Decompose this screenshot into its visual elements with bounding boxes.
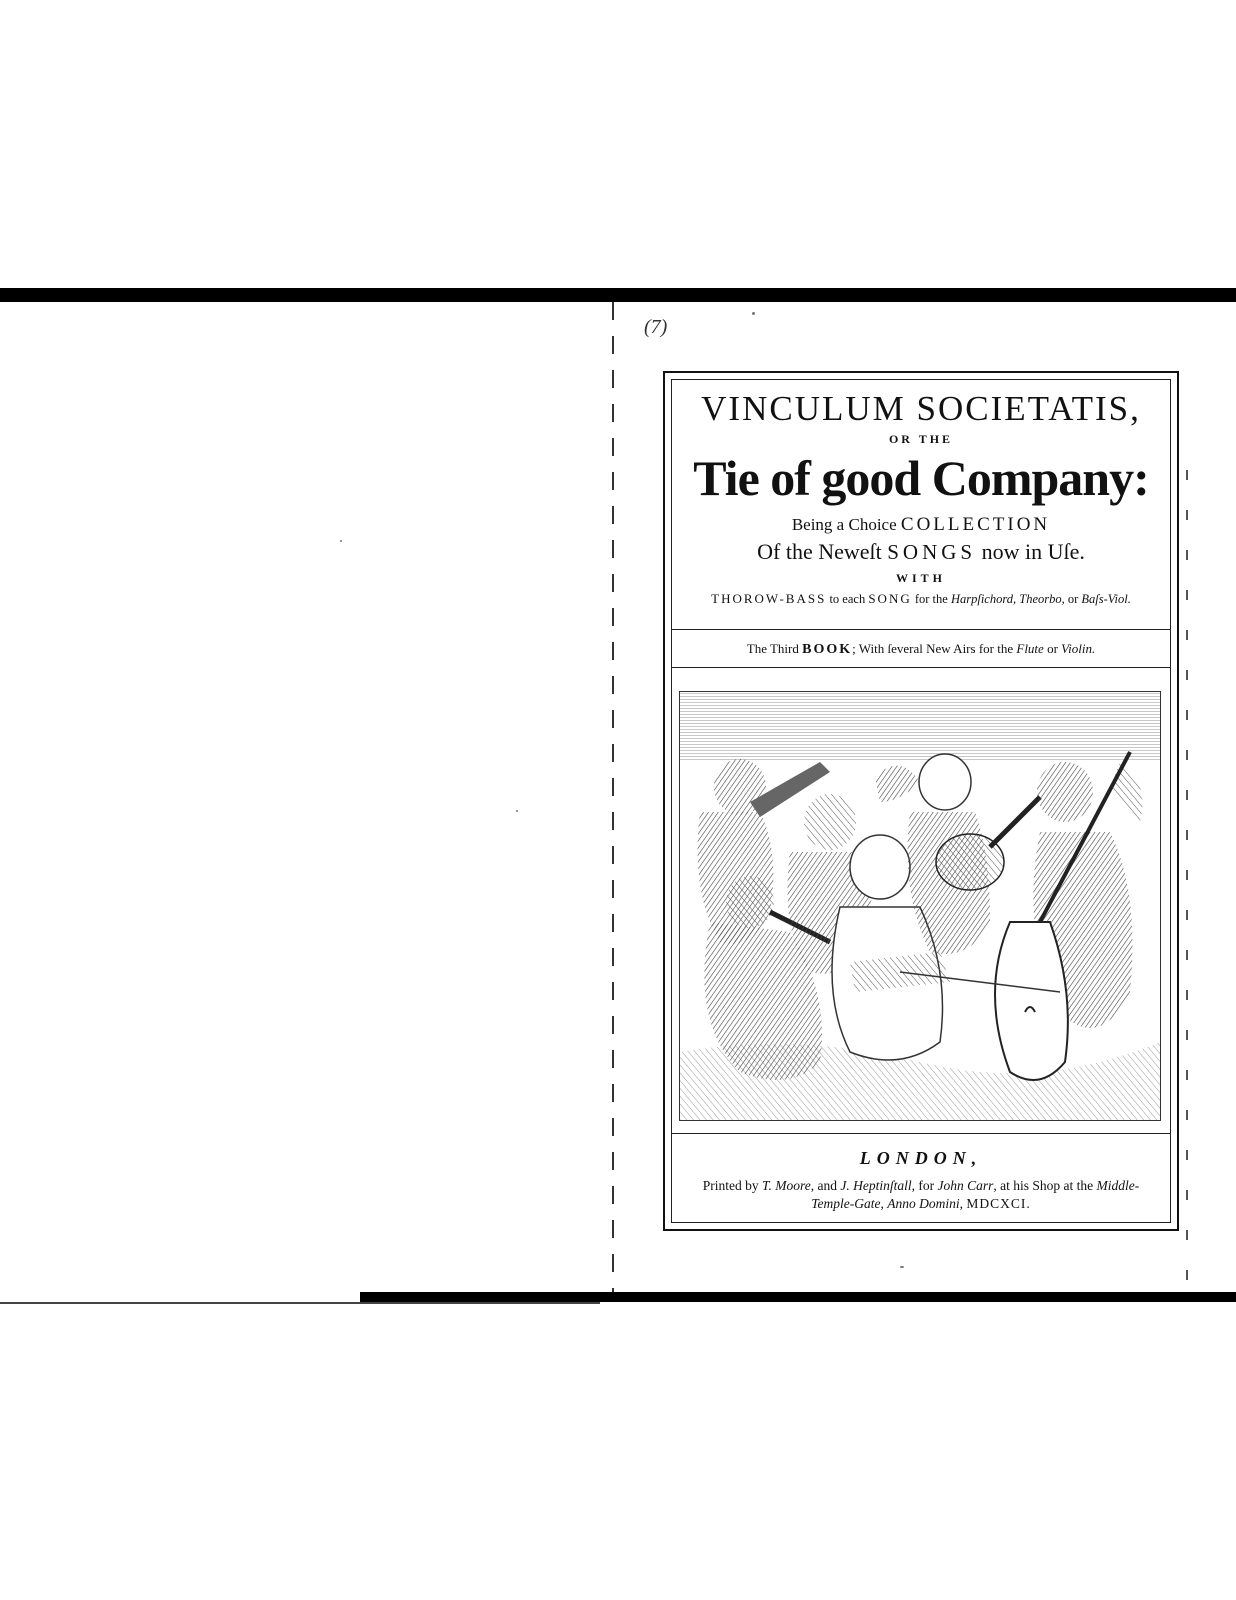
text-span: SONGS xyxy=(887,540,977,564)
text-span: now in Uſe. xyxy=(976,539,1085,564)
imprint-city: LONDON, xyxy=(859,1148,983,1168)
text-span: Printed by xyxy=(702,1178,762,1193)
page-right-edge xyxy=(1186,470,1188,1290)
text-span: COLLECTION xyxy=(900,514,1051,535)
text-span: Being a Choice xyxy=(791,515,901,534)
title-block xyxy=(665,389,1177,609)
text-span: T. Moore xyxy=(761,1178,811,1193)
imprint-line-printers xyxy=(665,1177,1177,1195)
text-span: J. Heptinſtall xyxy=(840,1178,912,1193)
text-span: to each xyxy=(826,592,869,606)
text-span: Middle- xyxy=(1096,1178,1140,1193)
text-span: Baſs-Viol. xyxy=(1081,592,1131,606)
title-line-thorow-bass xyxy=(665,589,1177,609)
text-span: or xyxy=(1043,641,1062,656)
cherubs-engraving-image xyxy=(680,692,1160,1120)
engraving-illustration xyxy=(679,691,1161,1121)
title-line-collection xyxy=(665,513,1177,537)
text-span: , xyxy=(959,1196,967,1211)
scan-speck xyxy=(900,1266,904,1268)
text-span: Violin. xyxy=(1061,641,1096,656)
scan-speck xyxy=(752,312,755,315)
page-left-edge xyxy=(612,302,614,1292)
title-line-or-the: OR THE xyxy=(888,432,954,446)
scan-speck xyxy=(340,540,342,542)
title-rule-lower xyxy=(671,667,1171,668)
text-span: BOOK xyxy=(802,642,853,657)
imprint-block xyxy=(665,1145,1177,1213)
title-line-songs xyxy=(665,537,1177,567)
text-span: for the xyxy=(911,592,951,606)
text-span: The Third xyxy=(746,641,803,656)
text-span: , and xyxy=(810,1178,841,1193)
title-line-with: WITH xyxy=(895,571,946,585)
text-span: John Carr xyxy=(937,1178,994,1193)
text-span: Of the Neweſt xyxy=(757,539,888,564)
text-span: Harpſichord, Theorbo xyxy=(950,592,1062,606)
text-span: ; With ſeveral New Airs for the xyxy=(852,641,1017,656)
imprint-rule-upper xyxy=(671,1133,1171,1134)
scan-speck xyxy=(516,810,518,812)
text-span: Flute xyxy=(1016,641,1044,656)
folio-number: (7) xyxy=(644,316,668,338)
title-page-frame xyxy=(663,371,1179,1231)
scan-border-bottom xyxy=(360,1292,1236,1302)
text-span: , or xyxy=(1061,592,1082,606)
text-span: , xyxy=(880,1196,888,1211)
title-line-vinculum: VINCULUM SOCIETATIS, xyxy=(701,389,1141,428)
text-span: , for xyxy=(911,1178,938,1193)
title-line-third-book xyxy=(665,639,1177,660)
text-span: THOROW-BASS xyxy=(711,591,827,606)
text-span: SONG xyxy=(868,591,912,606)
scan-border-bottom-left xyxy=(0,1302,600,1304)
text-span: MDCXCI. xyxy=(966,1196,1031,1211)
text-span: Anno Domini xyxy=(887,1196,960,1211)
text-span: Temple-Gate xyxy=(811,1196,881,1211)
text-span: , at his Shop at the xyxy=(993,1178,1097,1193)
title-line-tie: Tie of good Company: xyxy=(693,450,1149,506)
imprint-line-date xyxy=(665,1195,1177,1213)
scan-border-top xyxy=(0,288,1236,302)
title-rule-upper xyxy=(671,629,1171,630)
